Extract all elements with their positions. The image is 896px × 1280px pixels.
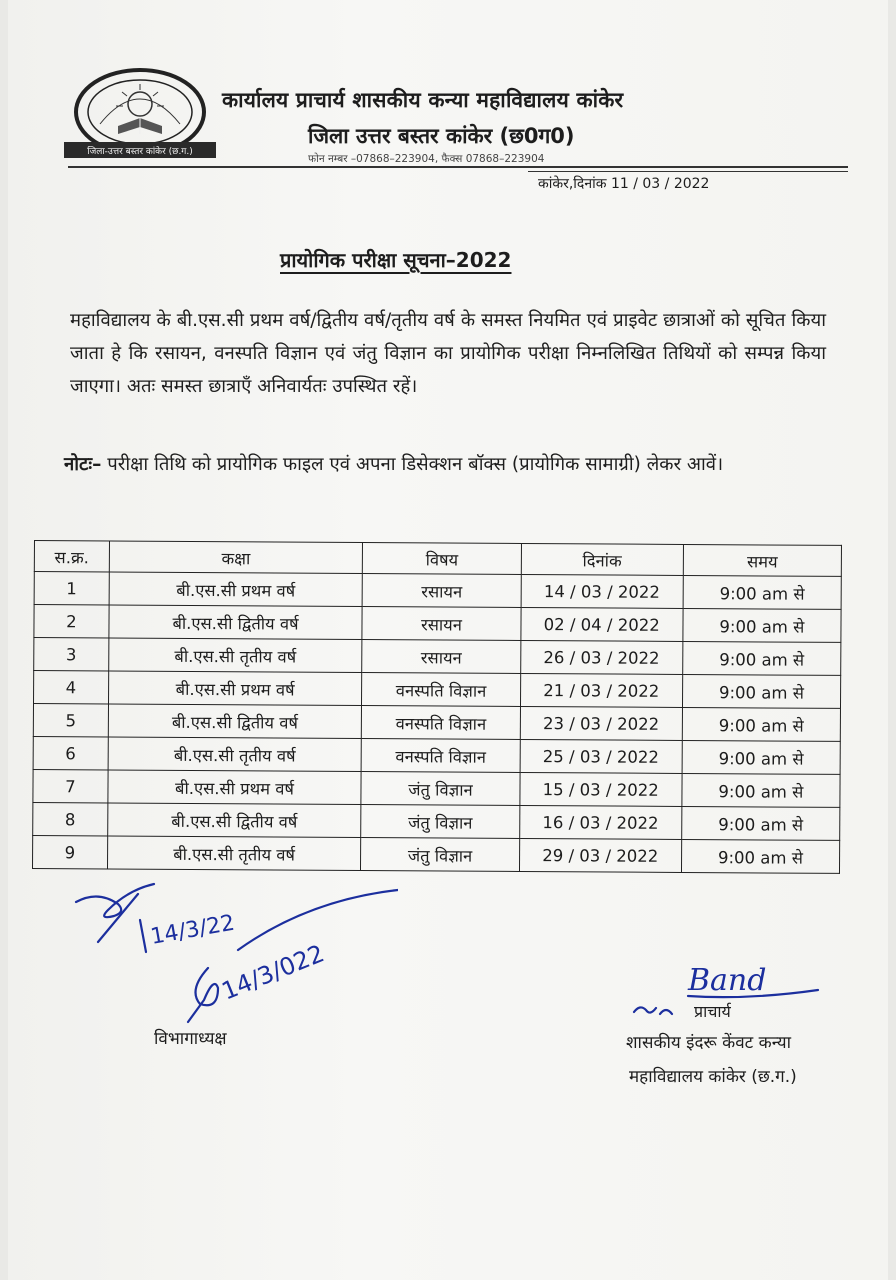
table-row [32,835,839,873]
handwritten-date-1: 14/3/22 [148,910,237,950]
col-header-serial: स.क्र. [34,541,109,572]
cell-time: 9:00 am से [683,575,841,609]
cell-class: बी.एस.सी प्रथम वर्ष [108,770,362,805]
col-header-class: कक्षा [109,541,363,574]
college-name-line2: महाविद्यालय कांकेर (छ.ग.) [629,1067,797,1087]
svg-text:जिला-उत्तर बस्तर कांकेर (छ.ग.): जिला-उत्तर बस्तर कांकेर (छ.ग.) [87,147,193,157]
table-row [33,704,840,742]
district-heading: जिला उत्तर बस्तर कांकेर (छ0ग0) [308,124,575,148]
cell-serial: 1 [34,572,109,605]
office-heading: कार्यालय प्राचार्य शासकीय कन्या महाविद्यालय कांकेर [222,88,624,112]
cell-date: 16 / 03 / 2022 [519,805,681,839]
notice-title: प्रायोगिक परीक्षा सूचना–2022 [280,248,512,272]
cell-date: 29 / 03 / 2022 [519,838,681,872]
dept-head-label: विभागाध्यक्ष [154,1029,227,1049]
cell-class: बी.एस.सी प्रथम वर्ष [108,671,362,706]
note-label: नोटः– [64,454,102,475]
cell-serial: 9 [32,835,107,868]
principal-label: प्राचार्य [694,1002,731,1021]
exam-schedule-table [32,540,842,874]
cell-serial: 4 [34,671,109,704]
cell-class: बी.एस.सी द्वितीय वर्ष [108,704,362,739]
cell-date: 25 / 03 / 2022 [520,739,682,773]
college-name-line1: शासकीय इंदरू केंवट कन्या [626,1033,791,1053]
cell-subject: जंतु विज्ञान [361,772,519,806]
cell-date: 15 / 03 / 2022 [520,772,682,806]
cell-subject: रसायन [362,640,520,674]
header-divider [68,166,848,168]
cell-subject: वनस्पति विज्ञान [362,706,520,740]
cell-class: बी.एस.सी द्वितीय वर्ष [107,803,361,838]
col-header-date: दिनांक [521,543,683,575]
table-row [33,769,840,807]
col-header-subject: विषय [363,543,521,575]
cell-date: 02 / 04 / 2022 [521,607,683,641]
cell-time: 9:00 am से [682,773,840,807]
cell-subject: रसायन [362,574,520,608]
cell-class: बी.एस.सी तृतीय वर्ष [108,638,362,673]
table-row [34,605,841,643]
cell-serial: 2 [34,605,109,638]
header-divider-thin [528,171,848,172]
cell-subject: जंतु विज्ञान [361,805,519,839]
table-row [33,802,840,840]
cell-serial: 3 [34,638,109,671]
table-row [34,572,841,610]
cell-class: बी.एस.सी द्वितीय वर्ष [109,605,363,640]
table-row [34,638,841,676]
notice-body: महाविद्यालय के बी.एस.सी प्रथम वर्ष/द्वितीय वर्ष/तृतीय वर्ष के समस्त नियमित एवं प्राइवेट छात्राओं को सूचित किया जाता हे कि रसायन, वनस्पति विज्ञान एवं जंतु विज्ञान का प्रायोगिक परीक्षा निम्नलिखित तिथियों को सम्पन्न किया जाएगा। अतः समस्त छात्राएँ अनिवार्यतः उपस्थित रहें। [70,310,826,397]
cell-serial: 8 [33,802,108,835]
cell-subject: रसायन [362,607,520,641]
handwritten-principal: Band [688,963,767,998]
cell-subject: जंतु विज्ञान [361,838,519,872]
cell-time: 9:00 am से [682,674,840,708]
cell-date: 21 / 03 / 2022 [520,673,682,707]
cell-serial: 5 [33,704,108,737]
cell-time: 9:00 am से [682,740,840,774]
cell-time: 9:00 am से [683,608,841,642]
table-header-row [34,541,841,577]
cell-class: बी.एस.सी तृतीय वर्ष [107,836,361,871]
cell-date: 26 / 03 / 2022 [520,640,682,674]
notice-page [8,0,888,1280]
handwritten-date-2: 14/3/022 [217,939,329,1006]
cell-subject: वनस्पति विज्ञान [361,739,519,773]
cell-serial: 7 [33,769,108,802]
table-row [33,736,840,774]
cell-serial: 6 [33,736,108,769]
cell-class: बी.एस.सी प्रथम वर्ष [109,572,363,607]
cell-time: 9:00 am से [681,806,839,840]
table-row [34,671,841,709]
cell-subject: वनस्पति विज्ञान [362,673,520,707]
dept-head-signature [68,880,398,1030]
note-text: परीक्षा तिथि को प्रायोगिक फाइल एवं अपना डिसेक्शन बॉक्स (प्रायोगिक सामाग्री) लेकर आवें। [107,454,724,475]
issue-date: कांकेर,दिनांक 11 / 03 / 2022 [538,176,710,192]
cell-date: 23 / 03 / 2022 [520,706,682,740]
notice-note [64,448,829,481]
college-seal-logo [60,64,220,164]
cell-time: 9:00 am से [682,707,840,741]
cell-date: 14 / 03 / 2022 [521,574,683,608]
contact-line: फोन नम्बर –07868–223904, फैक्स 07868–223904 [308,153,545,165]
cell-time: 9:00 am से [681,839,839,873]
cell-class: बी.एस.सी तृतीय वर्ष [108,737,362,772]
col-header-time: समय [683,544,841,576]
cell-time: 9:00 am से [682,641,840,675]
